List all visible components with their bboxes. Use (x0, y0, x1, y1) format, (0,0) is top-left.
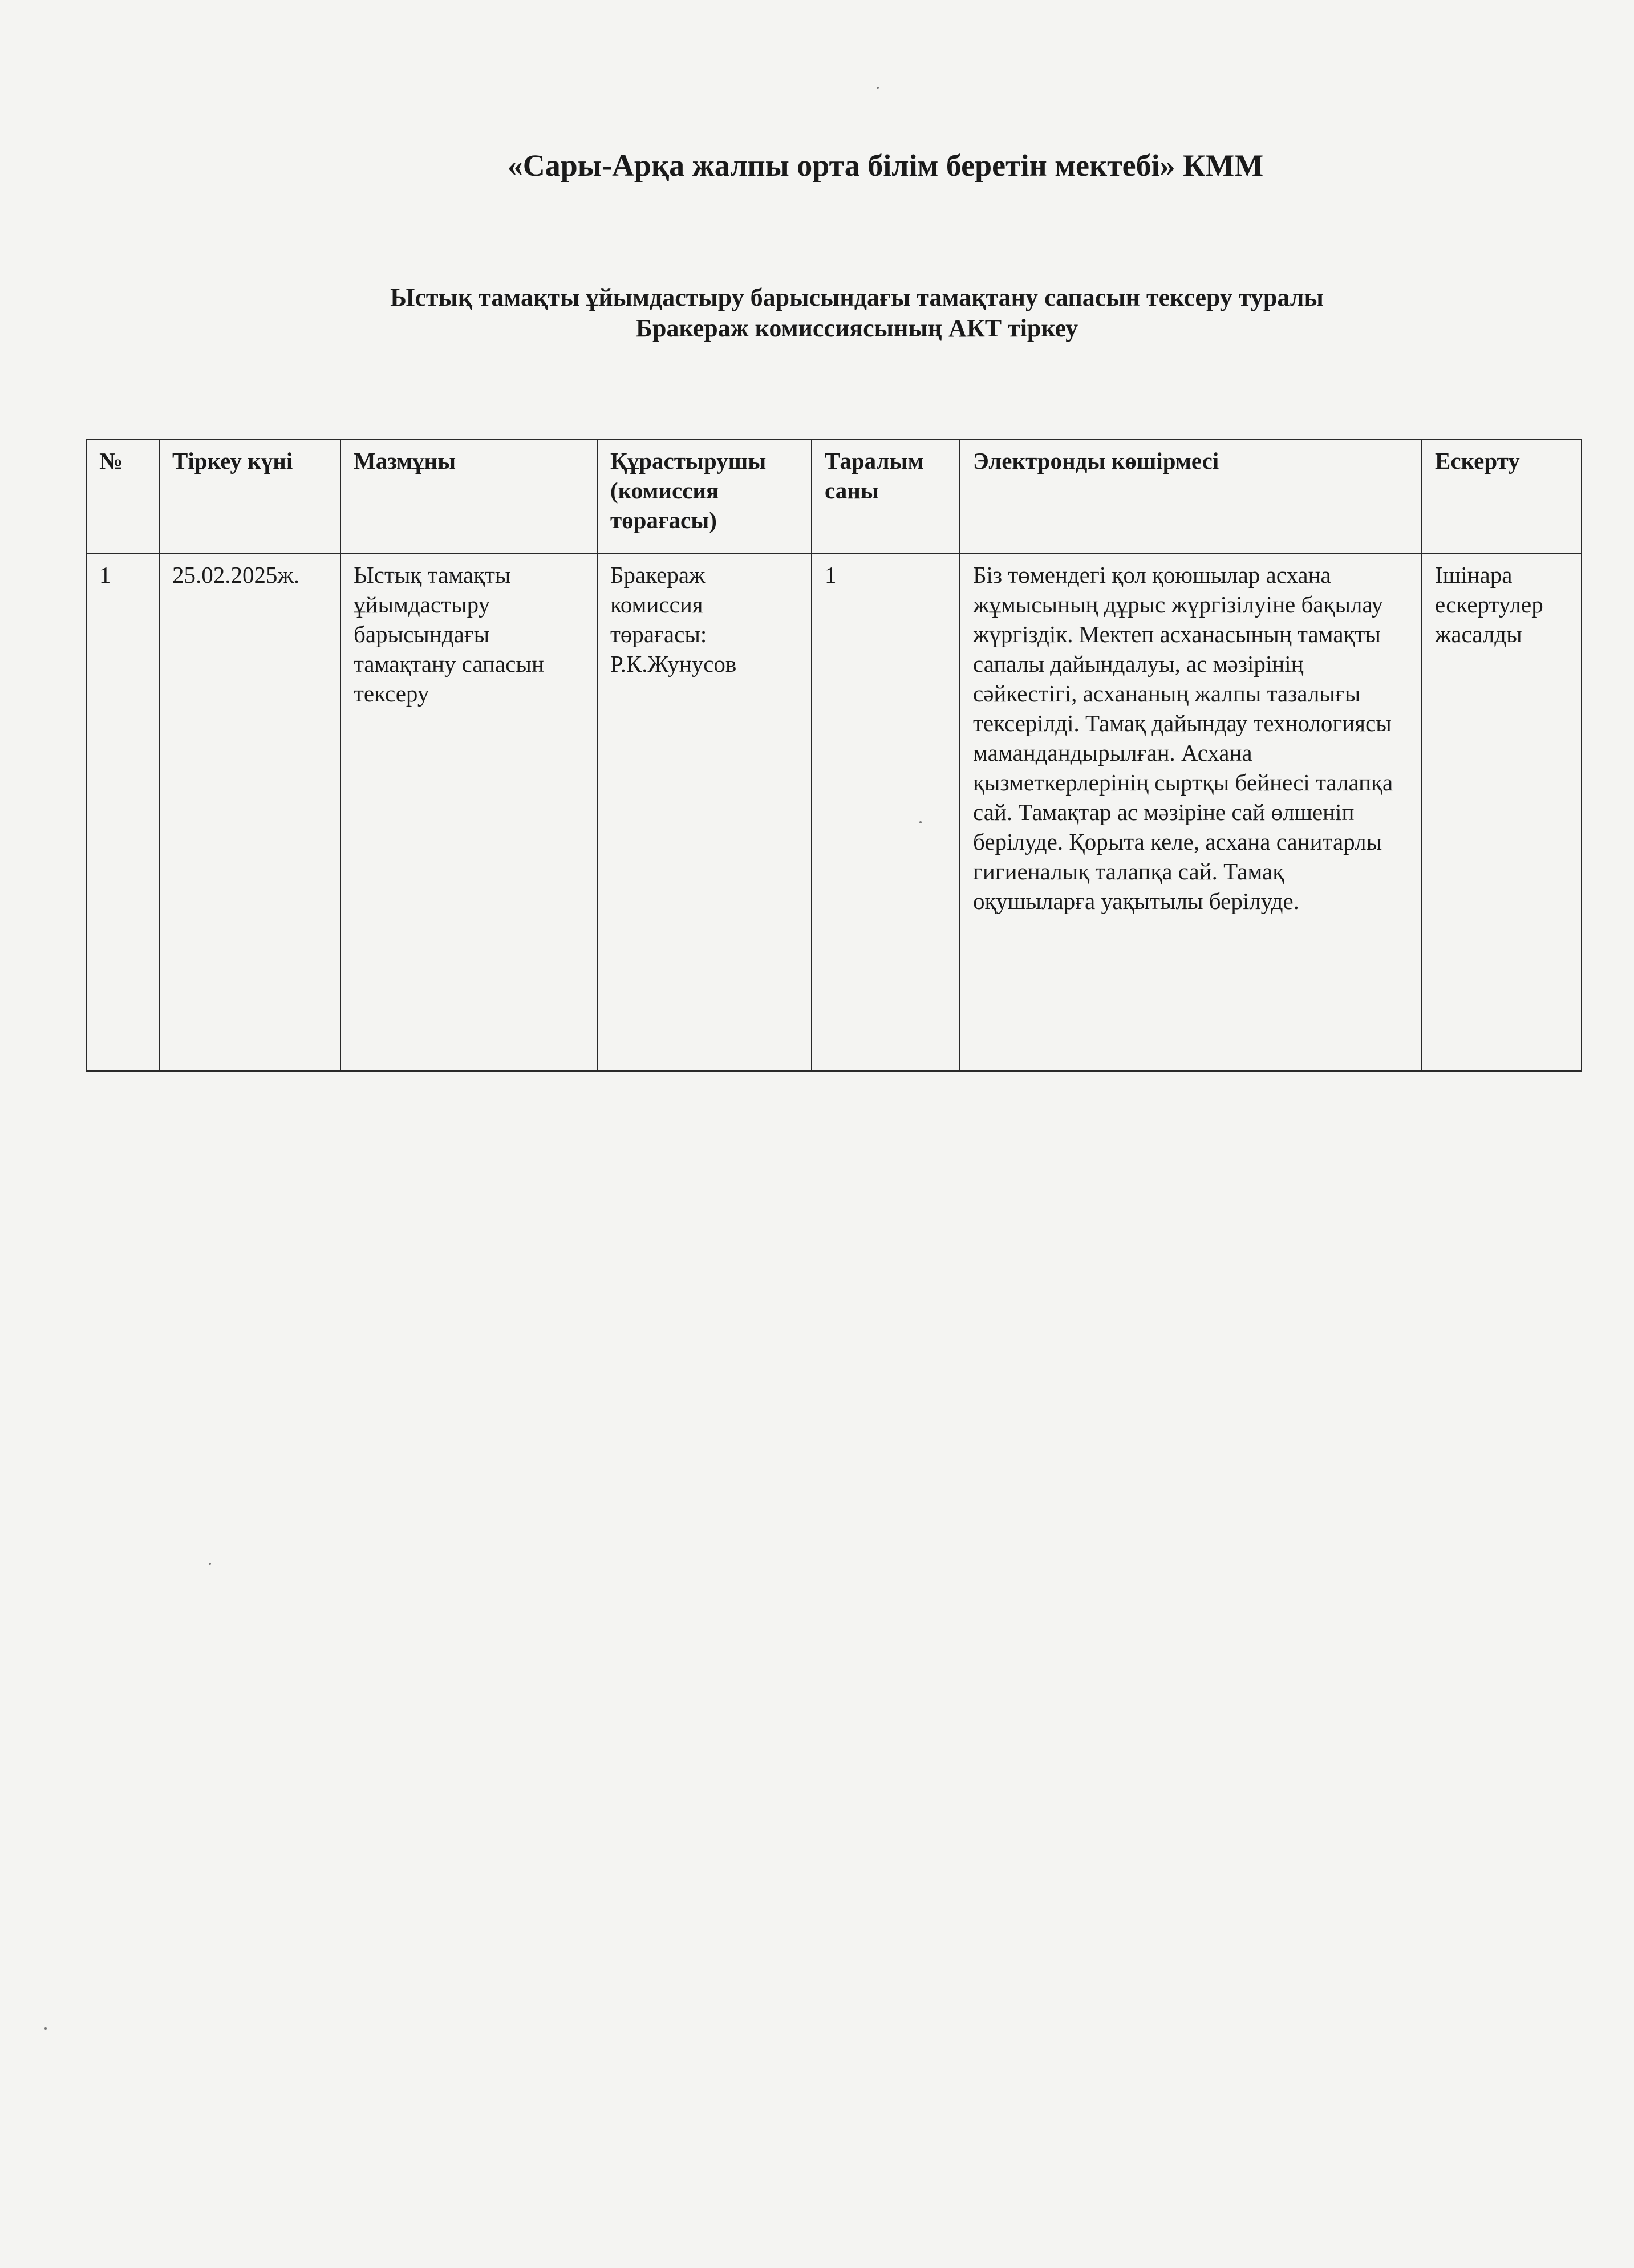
column-header-number: № (86, 440, 159, 554)
act-title-line-1: Ыстық тамақты ұйымдастыру барысындағы тамақтану сапасын тексеру туралы (390, 283, 1324, 311)
cell-electronic-copy: Біз төмендегі қол қоюшылар асхана жұмысының дұрыс жүргізілуіне бақылау жүргіздік. Мектеп асханасының тамақты сапалы дайындалуы, ас мәзірінің сәйкестігі, асхананың жалпы тазалығы тексерілді. Тамақ дайындау технологиясы мамандандырылған. Асхана қызметкерлерінің сыртқы бейнесі талапқа сай. Тамақтар ас мәзіріне сай өлшеніп берілуде. Қорыта келе, асхана санитарлы гигиеналық талапқа сай. Тамақ оқушыларға уақытылы берілуде. (960, 554, 1422, 1071)
scan-speck (877, 87, 879, 89)
column-header-date: Тіркеу күні (159, 440, 340, 554)
table-row (86, 554, 1582, 1071)
school-name-heading: «Сары-Арқа жалпы орта білім беретін мектебі» КММ (507, 148, 1264, 182)
cell-copies: 1 (812, 554, 960, 1071)
act-title (0, 282, 1634, 344)
act-register-table (86, 439, 1582, 1072)
table-header-row (86, 440, 1582, 554)
column-header-copies: Таралым саны (812, 440, 960, 554)
column-header-content: Мазмұны (340, 440, 597, 554)
column-header-compiler: Құрастырушы (комиссия төрағасы) (597, 440, 812, 554)
column-header-electronic-copy: Электронды көшірмесі (960, 440, 1422, 554)
cell-compiler: Бракераж комиссия төрағасы: Р.К.Жунусов (597, 554, 812, 1071)
scan-speck (919, 821, 922, 823)
cell-number: 1 (86, 554, 159, 1071)
cell-content: Ыстық тамақты ұйымдастыру барысындағы тамақтану сапасын тексеру (340, 554, 597, 1071)
cell-date: 25.02.2025ж. (159, 554, 340, 1071)
act-title-line-2: Бракераж комиссиясының АКТ тіркеу (635, 314, 1078, 342)
scan-speck (209, 1563, 211, 1565)
column-header-note: Ескерту (1422, 440, 1582, 554)
scan-speck (44, 2027, 47, 2030)
cell-note: Ішінара ескертулер жасалды (1422, 554, 1582, 1071)
